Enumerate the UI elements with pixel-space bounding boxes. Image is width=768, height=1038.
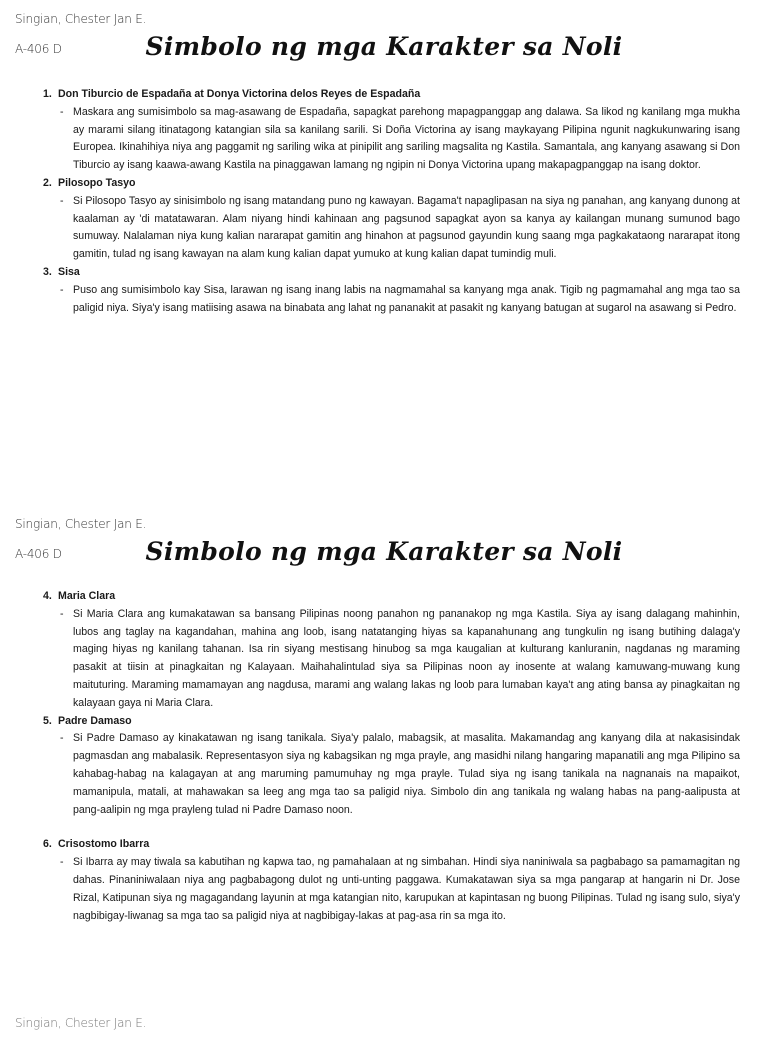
item-number: 3.	[43, 265, 52, 278]
list-item	[43, 836, 740, 925]
spacer	[43, 819, 740, 836]
author-name: Singian, Chester Jan E.	[15, 517, 147, 531]
dash-bullet: -	[60, 732, 64, 745]
item-number: 6.	[43, 838, 52, 851]
author-name: Singian, Chester Jan E.	[15, 1016, 147, 1030]
section-label: A-406 D	[15, 547, 62, 561]
list-item	[43, 713, 740, 820]
item-heading-text: Sisa	[58, 265, 80, 278]
item-heading-text: Padre Damaso	[58, 714, 132, 727]
item-heading	[43, 588, 740, 606]
item-heading-text: Pilosopo Tasyo	[58, 176, 136, 189]
item-heading	[43, 175, 740, 193]
item-heading	[43, 86, 740, 104]
item-description	[43, 193, 740, 264]
document-page-2	[0, 505, 768, 1005]
character-list	[43, 86, 740, 317]
item-heading	[43, 836, 740, 854]
item-paragraph: Si Padre Damaso ay kinakatawan ng isang tanikala. Siya'y palalo, mabagsik, at masalita. Makamandag ang kanyang dila at nakasisindak pagmasdan ang mabalasik. Representasyon siya ng kabagsikan ng mga prayle, ang masidhi nilang hangaring mapanatili ang mga Pilipino sa kahabag-habag na kalagayan at ang maruming pamumuhay ng mga prayle. Tulad siya ng isang tanikala na nagnanais na mapaikot, mamanipula, matali, at mahawakan sa leeg ang mga tao sa paligid niya. Simbolo din ang tanikala ng walang habas na pang-aalipusta at pang-aalipin ng mga prayleng tulad ni Padre Damaso noon.	[73, 732, 740, 816]
item-number: 2.	[43, 176, 52, 189]
item-heading	[43, 264, 740, 282]
item-heading-text: Don Tiburcio de Espadaña at Donya Victorina delos Reyes de Espadaña	[58, 88, 421, 100]
dash-bullet: -	[60, 283, 64, 296]
item-description	[43, 730, 740, 819]
list-item	[43, 588, 740, 713]
item-number: 1.	[43, 88, 52, 100]
item-number: 5.	[43, 714, 52, 727]
character-list	[43, 588, 740, 925]
document-page-1	[0, 0, 768, 500]
item-heading-text: Crisostomo Ibarra	[58, 838, 150, 851]
dash-bullet: -	[60, 194, 64, 207]
item-heading	[43, 713, 740, 731]
item-description	[43, 606, 740, 713]
item-heading-text: Maria Clara	[58, 590, 116, 602]
page-title: Simbolo ng mga Karakter sa Noli	[145, 32, 623, 61]
dash-bullet: -	[60, 856, 64, 869]
item-number: 4.	[43, 590, 52, 602]
item-description	[43, 282, 740, 318]
author-name: Singian, Chester Jan E.	[15, 12, 147, 26]
item-paragraph: Puso ang sumisimbolo kay Sisa, larawan ng isang inang labis na nagmamahal sa kanyang mga anak. Tigib ng pagmamahal ang mga tao sa paligid niya. Siya'y isang matiising asawa na binabata ang lahat ng pananakit at pasakit ng kanyang batugan at sugarol na asawang si Pedro.	[73, 283, 740, 314]
list-item	[43, 264, 740, 317]
item-paragraph: Si Pilosopo Tasyo ay sinisimbolo ng isang matandang puno ng kawayan. Bagama't napaglipasan na siya ng panahan, ang kanyang dunong at kaalaman ay 'di matatawaran. Alam niyang hindi kahinaan ang pagsunod sapagkat ayon sa kanya ay kailangan munang sumunod bago sumuway. Nalalaman niya kung kalian nararapat gamitin ang hinahon at pagsunod gayundin kung saang mga pagkakataong nararapat itong gamitin, tulad ng isang kawayan na alam kung kalian dapat yumuko at kung kalian dapat tumindig muli.	[73, 194, 740, 261]
item-paragraph: Si Maria Clara ang kumakatawan sa bansang Pilipinas noong panahon ng pananakop ng mga Kastila. Siya ay isang dalagang mahinhin, lubos ang taglay na kagandahan, mahina ang loob, isang natatanging hiyas sa kapanahunang ang tungkulin ng isang butihing dalaga'y maging hiyas ng kanilang tahanan. Isa rin siyang mestisang hinubog sa mga kaugalian at kulturang kanluranin, nagdanas ng maraming pasakit at tiisin at pinagkaitan ng Kalayaan. Maihahalintulad siya sa Pilipinas noon ay inosente at walang kamuwang-muwang kung maituturing. Maraming mamamayan ang nagdusa, marami ang walang lakas ng loob para lumaban kaya't ang ating bansa ay pinagkaitan ng kalayaan gaya ni Maria Clara.	[73, 607, 740, 709]
item-paragraph: Maskara ang sumisimbolo sa mag-asawang de Espadaña, sapagkat parehong mapagpanggap ang dalawa. Sa likod ng kanilang mga mukha ay marami silang itinatagong katangian sila sa kanilang sarili. Si Doña Victorina ay isang maykayang Pilipina ngunit nagkukunwaring isang Europea. Ikinahihiya niya ang paggamit ng sariling wika at pinipilit ang sariling magsalita ng Kastila. Samantala, ang kanyang asawang si Don Tiburcio ay isang kaawa-awang Kastila na pinaggawan lamang ng ngipin ni Donya Victorina upang makapagpanggap na isang doktor.	[73, 105, 740, 172]
item-description	[43, 854, 740, 925]
page-title: Simbolo ng mga Karakter sa Noli	[145, 537, 623, 566]
section-label: A-406 D	[15, 42, 62, 56]
dash-bullet: -	[60, 607, 64, 620]
dash-bullet: -	[60, 105, 64, 118]
list-item	[43, 86, 740, 175]
item-paragraph: Si Ibarra ay may tiwala sa kabutihan ng kapwa tao, ng pamahalaan at ng simbahan. Hindi siya naniniwala sa pagbabago sa pamamagitan ng dahas. Pinaniniwalaan niya ang pagbabagong dulot ng unti-unting paggawa. Kumakatawan siya sa mga pangarap at hangarin ni Dr. Jose Rizal, Katipunan siya ng magagandang layunin at mga katangian nito, karupukan at kapintasan ng buong Pilipinas. Tulad ng isang sulo, siya'y nagbibigay-liwanag sa mga tao sa paligid niya at nagbibigay-lakas at pag-asa rin sa mga ito.	[73, 856, 740, 922]
item-description	[43, 104, 740, 175]
document-page-3	[0, 1008, 768, 1038]
list-item	[43, 175, 740, 264]
